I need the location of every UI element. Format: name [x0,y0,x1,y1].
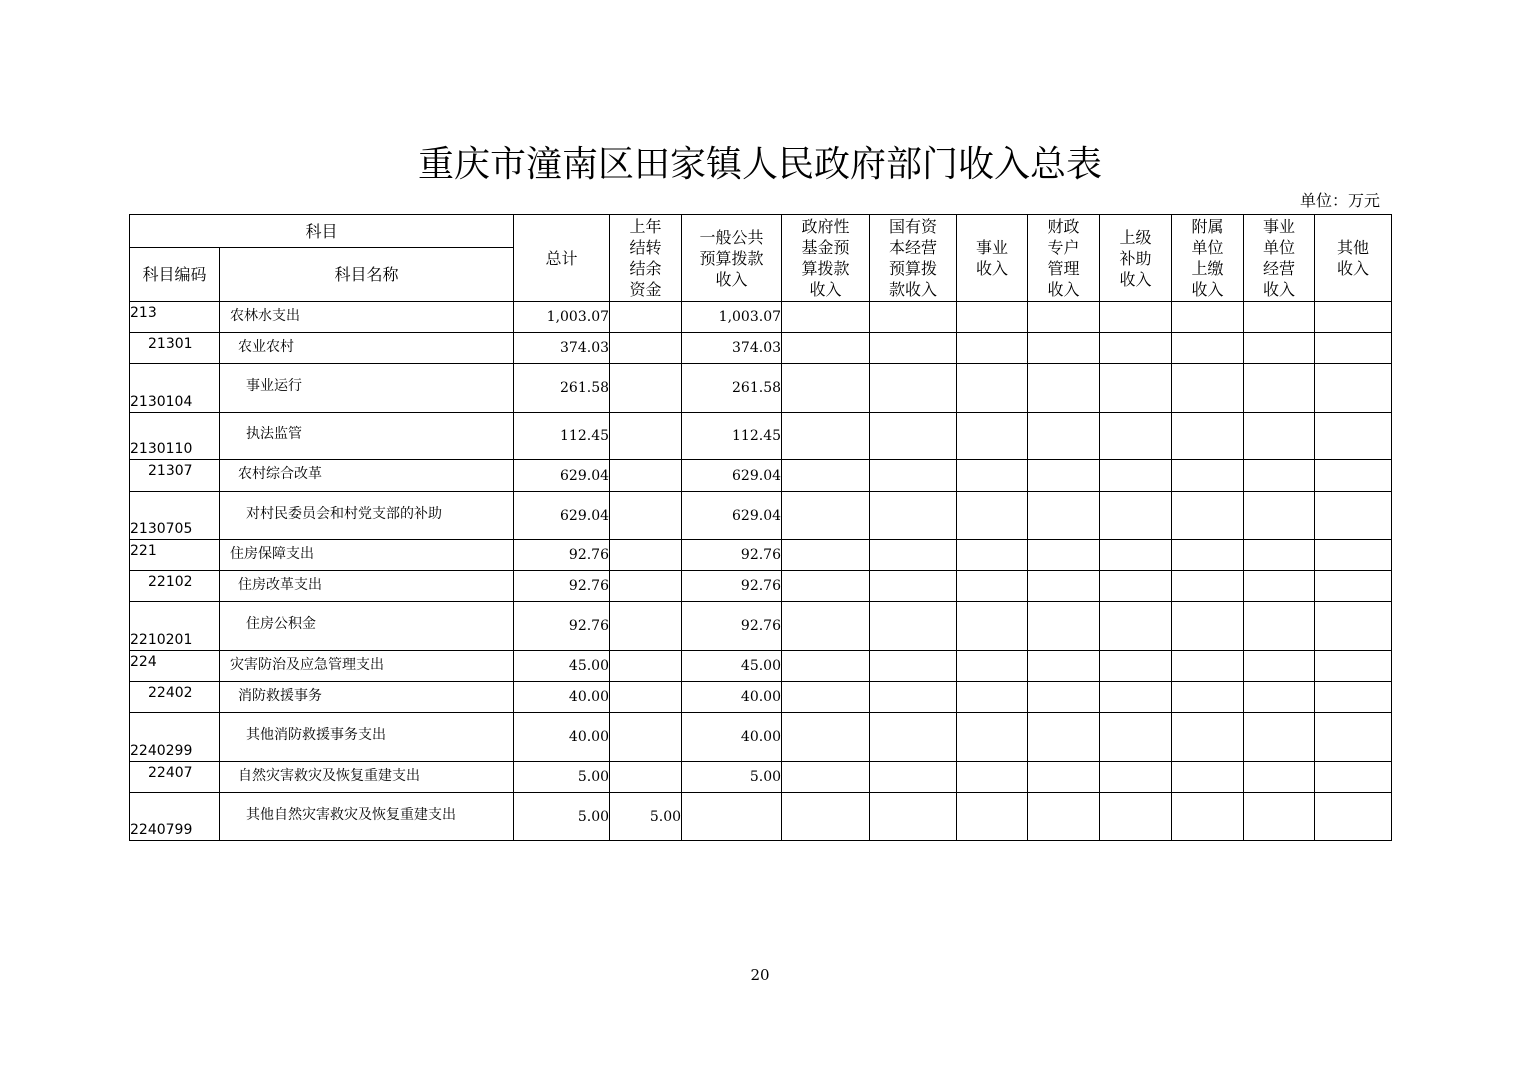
cell-total: 40.00 [514,682,610,713]
cell-other-income [1315,364,1392,413]
header-total: 总计 [514,215,610,302]
cell-other-income [1315,540,1392,571]
cell-subject-code: 2240799 [130,793,220,841]
cell-subject-code: 2130110 [130,413,220,460]
cell-state-capital [870,492,957,540]
cell-other-income [1315,682,1392,713]
cell-total: 1,003.07 [514,302,610,333]
cell-subject-name: 其他自然灾害救灾及恢复重建支出 [220,793,514,841]
cell-affiliated-payment [1172,713,1244,762]
cell-subject-name: 事业运行 [220,364,514,413]
cell-state-capital [870,713,957,762]
header-carryover: 上年 结转 结余 资金 [610,215,682,302]
cell-subject-name: 农业农村 [220,333,514,364]
cell-fiscal-special [1028,333,1100,364]
cell-subject-name: 住房改革支出 [220,571,514,602]
cell-gov-fund [782,492,870,540]
cell-operating-income [1244,333,1315,364]
cell-business-income [957,413,1028,460]
cell-business-income [957,682,1028,713]
cell-carryover [610,364,682,413]
cell-general-budget: 5.00 [682,762,782,793]
cell-total: 5.00 [514,762,610,793]
cell-other-income [1315,571,1392,602]
cell-gov-fund [782,540,870,571]
cell-subject-name: 对村民委员会和村党支部的补助 [220,492,514,540]
cell-carryover [610,302,682,333]
header-operating-income: 事业 单位 经营 收入 [1244,215,1315,302]
cell-superior-subsidy [1100,651,1172,682]
cell-general-budget: 40.00 [682,713,782,762]
header-general-budget: 一般公共 预算拨款 收入 [682,215,782,302]
cell-fiscal-special [1028,602,1100,651]
cell-superior-subsidy [1100,364,1172,413]
cell-superior-subsidy [1100,540,1172,571]
cell-subject-name: 其他消防救援事务支出 [220,713,514,762]
cell-superior-subsidy [1100,302,1172,333]
page-title: 重庆市潼南区田家镇人民政府部门收入总表 [417,144,1102,185]
cell-gov-fund [782,602,870,651]
cell-carryover [610,682,682,713]
table-row [130,492,1392,540]
cell-general-budget [682,793,782,841]
cell-superior-subsidy [1100,333,1172,364]
cell-general-budget: 92.76 [682,540,782,571]
cell-gov-fund [782,333,870,364]
cell-operating-income [1244,540,1315,571]
table-row [130,651,1392,682]
cell-general-budget: 374.03 [682,333,782,364]
cell-affiliated-payment [1172,333,1244,364]
cell-total: 112.45 [514,413,610,460]
cell-affiliated-payment [1172,492,1244,540]
cell-gov-fund [782,682,870,713]
cell-operating-income [1244,302,1315,333]
cell-affiliated-payment [1172,460,1244,492]
cell-business-income [957,540,1028,571]
table-row [130,333,1392,364]
cell-superior-subsidy [1100,571,1172,602]
income-summary-table [129,214,1392,841]
cell-operating-income [1244,413,1315,460]
cell-business-income [957,460,1028,492]
table-row [130,762,1392,793]
cell-gov-fund [782,460,870,492]
cell-other-income [1315,762,1392,793]
header-business-income: 事业 收入 [957,215,1028,302]
cell-subject-name: 住房保障支出 [220,540,514,571]
cell-subject-code: 22407 [130,762,220,793]
header-subject-code: 科目编码 [130,248,220,302]
header-subject-name: 科目名称 [220,248,514,302]
cell-general-budget: 629.04 [682,460,782,492]
cell-carryover [610,762,682,793]
cell-subject-code: 2210201 [130,602,220,651]
cell-business-income [957,492,1028,540]
cell-superior-subsidy [1100,602,1172,651]
cell-state-capital [870,651,957,682]
cell-carryover [610,413,682,460]
cell-business-income [957,602,1028,651]
cell-superior-subsidy [1100,682,1172,713]
cell-general-budget: 1,003.07 [682,302,782,333]
header-fiscal-special: 财政 专户 管理 收入 [1028,215,1100,302]
cell-fiscal-special [1028,460,1100,492]
cell-subject-code: 21307 [130,460,220,492]
table-row [130,713,1392,762]
cell-subject-code: 2130104 [130,364,220,413]
cell-total: 629.04 [514,460,610,492]
cell-operating-income [1244,762,1315,793]
table-row [130,793,1392,841]
cell-fiscal-special [1028,571,1100,602]
cell-subject-code: 2240299 [130,713,220,762]
cell-affiliated-payment [1172,793,1244,841]
cell-subject-code: 21301 [130,333,220,364]
cell-state-capital [870,413,957,460]
cell-carryover [610,571,682,602]
cell-state-capital [870,571,957,602]
unit-label: 单位：万元 [1299,191,1380,210]
cell-fiscal-special [1028,364,1100,413]
header-gov-fund: 政府性 基金预 算拨款 收入 [782,215,870,302]
cell-other-income [1315,302,1392,333]
cell-general-budget: 629.04 [682,492,782,540]
cell-carryover [610,713,682,762]
cell-carryover [610,651,682,682]
cell-state-capital [870,460,957,492]
table-row [130,571,1392,602]
cell-carryover [610,540,682,571]
cell-fiscal-special [1028,651,1100,682]
cell-operating-income [1244,492,1315,540]
cell-total: 92.76 [514,571,610,602]
cell-carryover [610,602,682,651]
cell-subject-name: 消防救援事务 [220,682,514,713]
table-row [130,302,1392,333]
cell-general-budget: 92.76 [682,602,782,651]
cell-state-capital [870,682,957,713]
cell-business-income [957,364,1028,413]
cell-carryover [610,492,682,540]
cell-gov-fund [782,302,870,333]
cell-general-budget: 45.00 [682,651,782,682]
cell-state-capital [870,540,957,571]
cell-fiscal-special [1028,793,1100,841]
cell-subject-name: 农村综合改革 [220,460,514,492]
cell-total: 92.76 [514,602,610,651]
cell-superior-subsidy [1100,460,1172,492]
cell-state-capital [870,333,957,364]
cell-general-budget: 40.00 [682,682,782,713]
cell-business-income [957,333,1028,364]
cell-total: 629.04 [514,492,610,540]
cell-general-budget: 92.76 [682,571,782,602]
cell-gov-fund [782,793,870,841]
cell-carryover [610,333,682,364]
cell-business-income [957,713,1028,762]
cell-other-income [1315,651,1392,682]
cell-carryover: 5.00 [610,793,682,841]
cell-superior-subsidy [1100,793,1172,841]
cell-operating-income [1244,602,1315,651]
cell-affiliated-payment [1172,762,1244,793]
cell-carryover [610,460,682,492]
cell-subject-name: 执法监管 [220,413,514,460]
cell-subject-name: 农林水支出 [220,302,514,333]
cell-business-income [957,762,1028,793]
cell-total: 92.76 [514,540,610,571]
cell-fiscal-special [1028,762,1100,793]
cell-business-income [957,793,1028,841]
cell-operating-income [1244,364,1315,413]
cell-general-budget: 112.45 [682,413,782,460]
cell-gov-fund [782,571,870,602]
cell-subject-code: 213 [130,302,220,333]
cell-affiliated-payment [1172,682,1244,713]
table-row [130,413,1392,460]
cell-other-income [1315,713,1392,762]
header-superior-subsidy: 上级 补助 收入 [1100,215,1172,302]
cell-superior-subsidy [1100,492,1172,540]
cell-affiliated-payment [1172,413,1244,460]
cell-fiscal-special [1028,492,1100,540]
cell-subject-name: 住房公积金 [220,602,514,651]
cell-affiliated-payment [1172,302,1244,333]
header-other-income: 其他 收入 [1315,215,1392,302]
cell-gov-fund [782,413,870,460]
cell-business-income [957,571,1028,602]
cell-total: 5.00 [514,793,610,841]
cell-total: 261.58 [514,364,610,413]
cell-gov-fund [782,762,870,793]
cell-business-income [957,302,1028,333]
cell-affiliated-payment [1172,540,1244,571]
cell-affiliated-payment [1172,602,1244,651]
cell-fiscal-special [1028,413,1100,460]
cell-operating-income [1244,651,1315,682]
cell-superior-subsidy [1100,413,1172,460]
cell-affiliated-payment [1172,364,1244,413]
table-row [130,540,1392,571]
cell-subject-code: 22402 [130,682,220,713]
cell-fiscal-special [1028,540,1100,571]
cell-fiscal-special [1028,302,1100,333]
cell-gov-fund [782,651,870,682]
cell-fiscal-special [1028,682,1100,713]
cell-superior-subsidy [1100,713,1172,762]
cell-total: 40.00 [514,713,610,762]
cell-state-capital [870,364,957,413]
cell-affiliated-payment [1172,571,1244,602]
cell-state-capital [870,762,957,793]
table-row [130,364,1392,413]
cell-other-income [1315,413,1392,460]
cell-state-capital [870,793,957,841]
cell-other-income [1315,333,1392,364]
cell-business-income [957,651,1028,682]
cell-subject-code: 224 [130,651,220,682]
page-number: 20 [750,966,770,984]
cell-general-budget: 261.58 [682,364,782,413]
table-row [130,602,1392,651]
cell-gov-fund [782,713,870,762]
cell-other-income [1315,793,1392,841]
cell-state-capital [870,602,957,651]
cell-operating-income [1244,713,1315,762]
cell-state-capital [870,302,957,333]
cell-other-income [1315,602,1392,651]
cell-operating-income [1244,571,1315,602]
table-row [130,460,1392,492]
table-row [130,682,1392,713]
cell-gov-fund [782,364,870,413]
cell-operating-income [1244,460,1315,492]
cell-subject-code: 2130705 [130,492,220,540]
header-affiliated-payment: 附属 单位 上缴 收入 [1172,215,1244,302]
header-subject: 科目 [130,215,514,248]
cell-other-income [1315,492,1392,540]
cell-affiliated-payment [1172,651,1244,682]
cell-other-income [1315,460,1392,492]
cell-total: 45.00 [514,651,610,682]
cell-subject-name: 自然灾害救灾及恢复重建支出 [220,762,514,793]
cell-superior-subsidy [1100,762,1172,793]
cell-total: 374.03 [514,333,610,364]
cell-fiscal-special [1028,713,1100,762]
cell-subject-name: 灾害防治及应急管理支出 [220,651,514,682]
header-state-capital: 国有资 本经营 预算拨 款收入 [870,215,957,302]
cell-subject-code: 221 [130,540,220,571]
cell-operating-income [1244,682,1315,713]
cell-operating-income [1244,793,1315,841]
cell-subject-code: 22102 [130,571,220,602]
